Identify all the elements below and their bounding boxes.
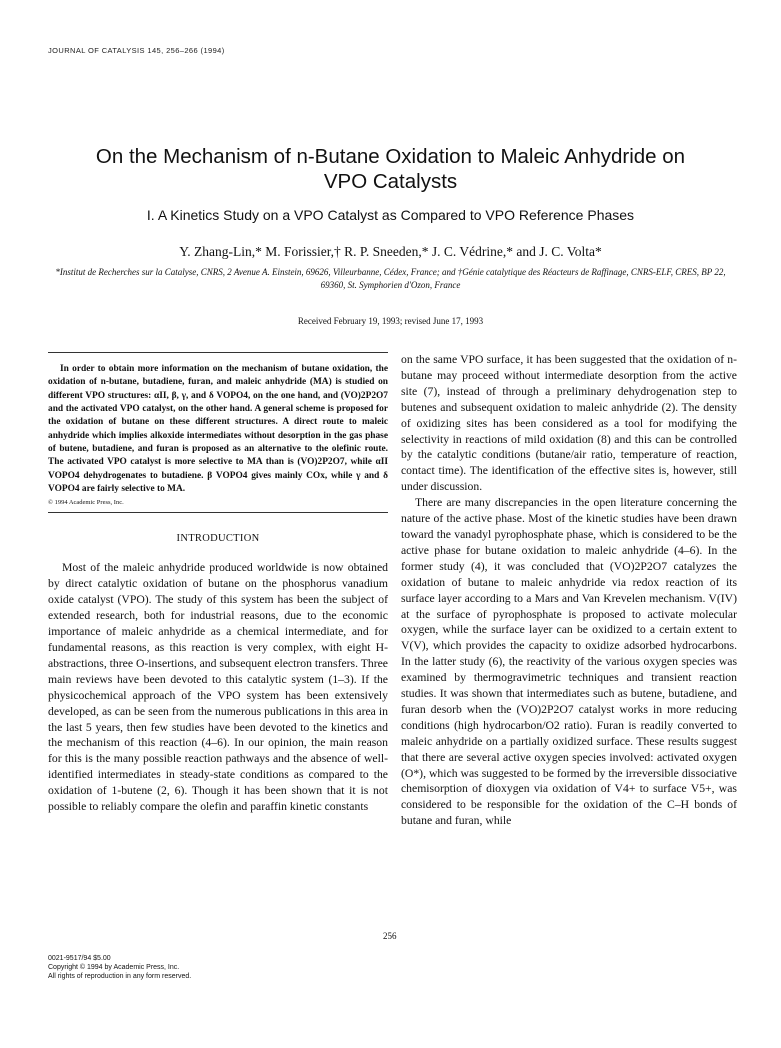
abstract-bottom-rule <box>48 512 388 513</box>
footer-copyright-line: Copyright © 1994 by Academic Press, Inc. <box>48 964 180 972</box>
footer-issn: 0021-9517/94 $5.00 <box>48 955 111 962</box>
body-paragraph-2: There are many discrepancies in the open literature concerning the nature of the active phase. Most of the kinetic studies have been drawn toward the vanadyl pyrophosphate phase, which is considered to be the active phase for butane oxidation to maleic anhydride (4–6). In the former study (4), it was concluded that (VO)2P2O7 catalyzes the oxidation of butane to maleic anhydride via redox reaction of its surface layer according to a Mars and Van Krevelen mechanism. V(IV) at the surface of pyrophosphate is proposed to activate molecular oxygen, while the surface layer can be oxidized to a certain extent to V(V), which provides the capacity to oxidize adsorbed hydrocarbons. In the latter study (6), the reactivity of the various oxygen species was examined by thermogravimetric techniques and transient reaction studies. It was shown that intermediates such as butene, butadiene, and furan desorb when the (VO)2P2O7 catalyst works in more reducing conditions (high hydrocarbon/O2 ratio). Furan is readily converted to maleic anhydride on a partially oxidized surface. These results suggest that there are several active oxygen species involved: activated oxygen (O*), which was suggested to be formed by the irreversible dissociative chemisorption of dioxygen via oxidation of V4+ to surface V5+, was considered to be responsible for the oxidation of the C–H bonds of butane and furan, while <box>401 496 737 828</box>
received-dates: Received February 19, 1993; revised June 17, 1993 <box>297 316 484 326</box>
article-subtitle: I. A Kinetics Study on a VPO Catalyst as Compared to VPO Reference Phases <box>146 207 635 223</box>
article-title <box>30 144 751 194</box>
journal-header: JOURNAL OF CATALYSIS 145, 256–266 (1994) <box>48 46 225 55</box>
abstract-top-rule <box>48 352 388 353</box>
footer-rights: All rights of reproduction in any form reserved. <box>48 973 192 981</box>
right-column <box>401 352 737 829</box>
title-line-1: On the Mechanism of n-Butane Oxidation to Maleic Anhydride on <box>95 145 686 168</box>
abstract-text: In order to obtain more information on the mechanism of butane oxidation, the oxidation of n-butane, butadiene, furan, and maleic anhydride (MA) is studied on different VPO structures: αII, β, γ, and δ VOPO4, on the one hand, and (VO)2P2O7 and the activated VPO catalyst, on the other hand. A general scheme is proposed for the oxidation of butane on these different structures. A direct route to maleic anhydride which implies alkoxide intermediates without desorption in the gas phase of butene, butadiene, and furan is proposed as an alternative to the olefinic route. The activated VPO catalyst is more selective to MA than is (VO)2P2O7, while αII VOPO4 dehydrogenates to butadiene. β VOPO4 gives mainly COx, while γ and δ VOPO4 are fairly selective to MA. <box>48 364 388 495</box>
body-paragraph-1: on the same VPO surface, it has been suggested that the oxidation of n-butane may proceed without intermediate desorption from the active site (7), instead of through a preliminary dehydrogenation step to butenes and subsequent oxidation to maleic anhydride (2). The density of oxidizing sites has been considered as a tool for modifying the selectivity in reactions of mild oxidation (8) and this can be controlled by the catalytic conditions (butane/air ratio, temperature of reaction, contact time). The identification of the effective sites is, however, still under discussion. <box>401 353 737 494</box>
footer-copyright <box>48 954 191 982</box>
left-column <box>48 352 388 815</box>
affiliations: *Institut de Recherches sur la Catalyse, CNRS, 2 Avenue A. Einstein, 69626, Villeurbanne, Cédex, France; and †Génie catalytique des Réacteurs de Raffinage, CNRS-ELF, CRES, BP 22, 69360, St. Symphorien d'Ozon, France <box>55 267 726 290</box>
page-number: 256 <box>383 931 397 941</box>
title-line-2: VPO Catalysts <box>323 170 458 193</box>
section-heading-introduction: INTRODUCTION <box>176 533 260 545</box>
introduction-paragraph: Most of the maleic anhydride produced worldwide is now obtained by direct catalytic oxidation of butane on the phosphorus vanadium oxide catalyst (VPO). The study of this system has been the subject of extended research, both for industrial reasons, due to the economic importance of maleic anhydride as a chemical intermediate, and for fundamental reasons, as this reaction is very complex, with eight H-abstractions, three O-insertions, and subsequent electron transfers. Three main reviews have been devoted to this catalytic system (1–3). If the physicochemical approach of the VPO system has been extensively developed, as can be seen from the numerous publications in this area in the last 5 years, then few studies have been devoted to the kinetics and the mechanism of this reaction (4–6). In our opinion, the main reason for this is the many possible reaction pathways and the absence of well-identified intermediates in steady-state conditions as compared to the oxidation of 1-butene (2, 6). Though it has been shown that it is not possible to reliably compare the olefin and paraffin kinetic constants <box>48 561 388 814</box>
copyright-press: © 1994 Academic Press, Inc. <box>48 499 124 507</box>
author-list: Y. Zhang-Lin,* M. Forissier,† R. P. Sneeden,* J. C. Védrine,* and J. C. Volta* <box>179 244 602 259</box>
